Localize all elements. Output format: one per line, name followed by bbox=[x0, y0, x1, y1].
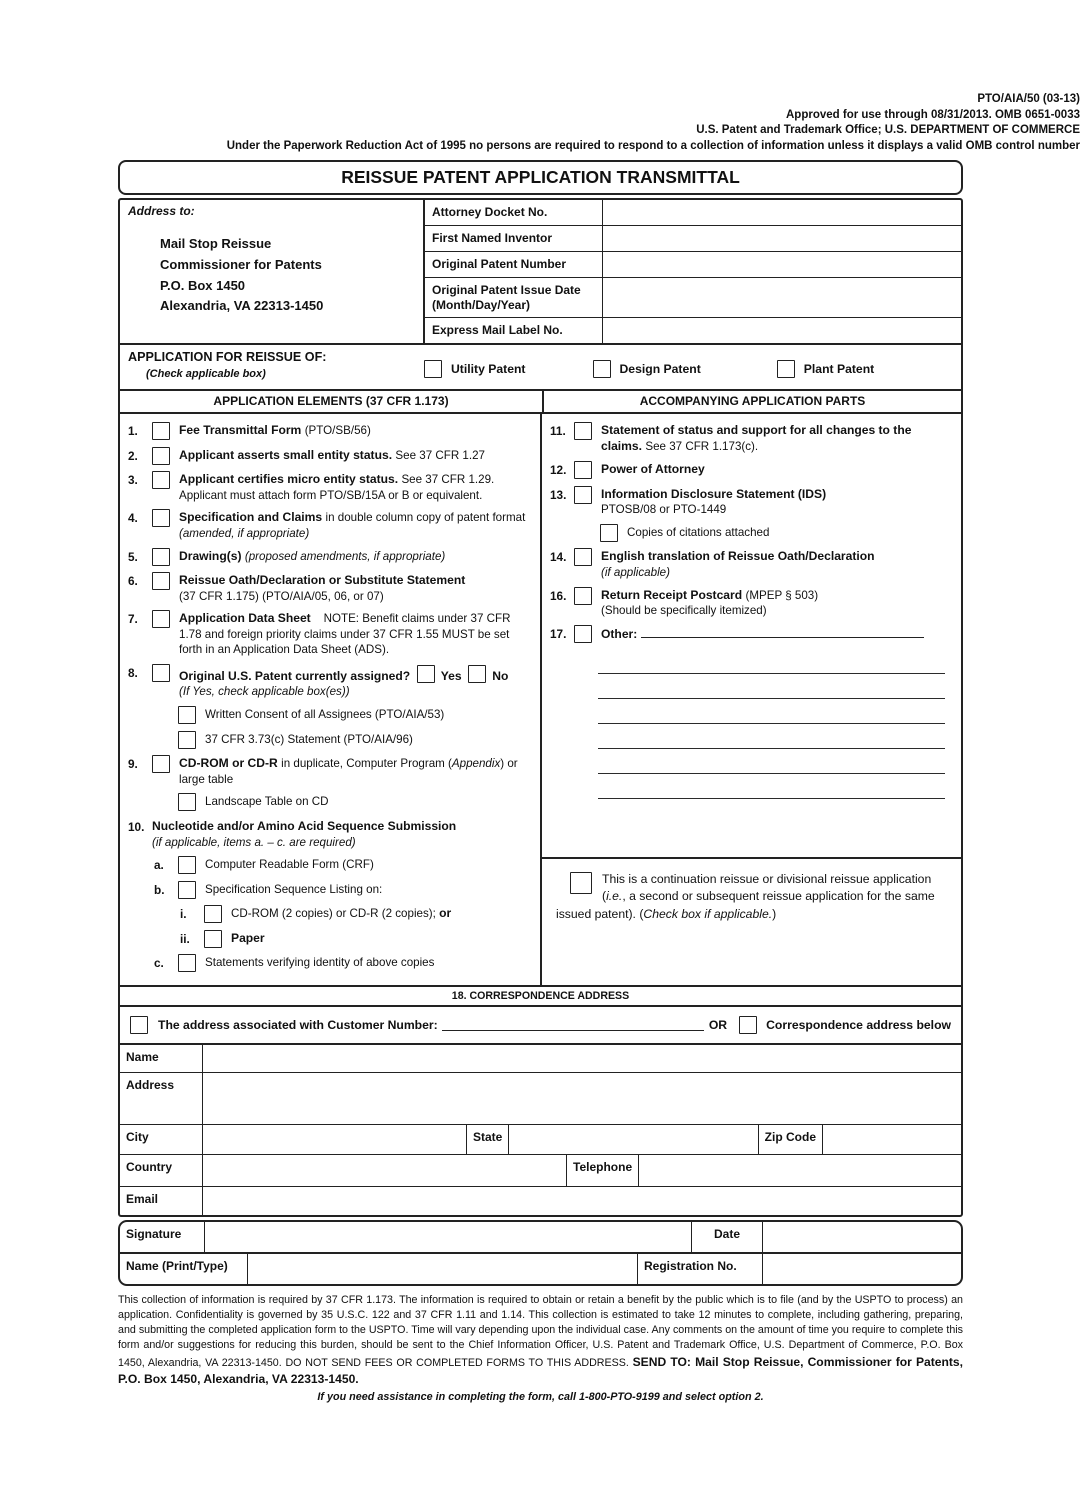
item-number: 8. bbox=[128, 665, 138, 680]
utility-patent-option bbox=[424, 360, 526, 378]
item-text bbox=[601, 461, 953, 478]
blank-line-input[interactable] bbox=[598, 649, 945, 674]
text-segment: Drawing(s) bbox=[179, 548, 245, 563]
text-segment: No bbox=[488, 668, 509, 683]
text-segment: English translation of Reissue Oath/Declaration bbox=[601, 549, 875, 564]
table-row bbox=[425, 278, 961, 318]
text-segment: i.e. bbox=[606, 889, 623, 904]
checklist-item bbox=[128, 447, 534, 465]
text-segment: Paper bbox=[231, 930, 265, 945]
checkbox[interactable] bbox=[468, 665, 486, 683]
item-number: 7. bbox=[128, 612, 138, 627]
item-text bbox=[601, 422, 953, 454]
or-label: OR bbox=[708, 1017, 728, 1032]
checkbox[interactable] bbox=[574, 548, 592, 566]
assistance-line: If you need assistance in completing the form, call 1-800-PTO-9199 and select option 2. bbox=[317, 1391, 764, 1404]
text-segment: See 37 CFR 1.29. bbox=[401, 473, 495, 487]
text-segment: Applicant must attach form PTO/SB/15A or B or equivalent. bbox=[179, 488, 483, 502]
text-segment: Yes bbox=[437, 668, 465, 683]
item-text bbox=[179, 572, 534, 604]
table-row bbox=[425, 318, 961, 343]
checklist-item bbox=[128, 422, 534, 440]
item-text bbox=[601, 486, 953, 518]
item-number: b. bbox=[154, 882, 165, 897]
blank-line-input[interactable] bbox=[598, 674, 945, 699]
telephone-input[interactable] bbox=[639, 1155, 961, 1186]
name-row bbox=[120, 1045, 961, 1073]
text-segment: See 37 CFR 1.173(c). bbox=[645, 439, 759, 453]
email-row bbox=[120, 1187, 961, 1215]
country-input[interactable] bbox=[203, 1155, 566, 1186]
checkbox[interactable] bbox=[574, 625, 592, 643]
text-segment: This is a continuation reissue or divisional reissue application ( bbox=[602, 871, 932, 904]
item-number bbox=[576, 524, 600, 526]
checklist-item bbox=[128, 548, 534, 566]
text-segment: Specification and Claims bbox=[179, 510, 326, 525]
checkbox[interactable] bbox=[204, 930, 222, 948]
text-segment: 37 CFR 3.73(c) Statement (PTO/AIA/96) bbox=[205, 732, 413, 746]
plant-patent-label: Plant Patent bbox=[803, 362, 875, 377]
item-text bbox=[179, 447, 534, 464]
reissue-type-options bbox=[416, 350, 953, 380]
item-number: c. bbox=[154, 956, 164, 971]
item-text bbox=[205, 706, 534, 722]
text-segment: See 37 CFR 1.27 bbox=[395, 448, 486, 462]
text-segment: ) or large table bbox=[179, 757, 518, 786]
checkbox[interactable] bbox=[178, 793, 196, 811]
item-text bbox=[205, 856, 534, 872]
checklist-item bbox=[154, 856, 534, 874]
original-patent-issue-date-label: Original Patent Issue Date (Month/Day/Year) bbox=[425, 278, 603, 317]
checklist-item bbox=[154, 731, 534, 749]
checklist-item bbox=[128, 610, 534, 657]
text-segment: Statements verifying identity of above copies bbox=[205, 956, 435, 970]
checklist-item bbox=[550, 548, 953, 580]
text-segment: Applicant certifies micro entity status. bbox=[179, 472, 402, 487]
item-number: 2. bbox=[128, 448, 138, 463]
checklist-item bbox=[154, 954, 534, 972]
checkbox[interactable] bbox=[574, 461, 592, 479]
checklist-item bbox=[128, 572, 534, 604]
checkbox[interactable] bbox=[574, 486, 592, 504]
original-patent-number-label: Original Patent Number bbox=[425, 252, 603, 277]
application-elements-header: APPLICATION ELEMENTS (37 CFR 1.173) bbox=[120, 391, 544, 412]
state-label: State bbox=[466, 1125, 509, 1154]
text-segment: This collection of information is required by 37 CFR 1.173. The information is required to obtain or retain a benefit by the public which is to file (and by the USPTO to process) an application. Confidentiality is governed by 35 U.S.C. 122 and 37 CFR 1.11 and 1.14. This collection is estimated to take 12 minutes to complete, including gathering, preparing, and submitting the completed application form to the USPTO. Time will vary depending upon the individual case. Any comments on the amount of time you require to complete this form and/or suggestions for reducing this burden, should be sent to the Chief Information Officer, U.S. Patent and Trademark Office, U.S. Department of Commerce, P.O. Box 1450, Alexandria, VA 22313-1450. DO NOT SEND FEES OR COMPLETED FORMS TO THIS ADDRESS. bbox=[118, 1293, 963, 1369]
item-text bbox=[205, 954, 534, 970]
text-segment: Statement of status and support for all changes to the claims. bbox=[601, 423, 912, 453]
text-segment: Other: bbox=[601, 626, 641, 641]
form-page bbox=[118, 160, 963, 1403]
city-input[interactable] bbox=[203, 1125, 466, 1154]
attorney-docket-input[interactable] bbox=[603, 200, 961, 225]
text-segment: (Should be specifically itemized) bbox=[601, 604, 767, 618]
text-segment: Nucleotide and/or Amino Acid Sequence Submission bbox=[152, 818, 457, 833]
text-segment: Reissue Oath/Declaration or Substitute Statement bbox=[179, 573, 466, 588]
checklist-item bbox=[154, 881, 534, 899]
checkbox[interactable] bbox=[178, 881, 196, 899]
text-segment: NOTE: Benefit claims under 37 CFR 1.78 and foreign priority claims under 37 CFR 1.55 MUST be set forth in an Application Data Sheet (ADS). bbox=[179, 612, 511, 657]
item-text bbox=[179, 610, 534, 657]
item-number: 9. bbox=[128, 757, 138, 772]
item-text bbox=[179, 471, 534, 503]
privacy-burden-statement bbox=[118, 1293, 963, 1389]
customer-number-label: The address associated with Customer Number: bbox=[158, 1017, 438, 1032]
item-text bbox=[627, 524, 953, 540]
blank-line-input[interactable] bbox=[598, 749, 945, 774]
registration-no-input[interactable] bbox=[763, 1254, 961, 1284]
address-to-label: Address to: bbox=[128, 204, 195, 219]
item-number: 6. bbox=[128, 574, 138, 589]
express-mail-label-no-label: Express Mail Label No. bbox=[425, 318, 603, 343]
text-segment: Fee Transmittal Form bbox=[179, 423, 305, 438]
blank-line-input[interactable] bbox=[641, 626, 924, 638]
text-segment: Written Consent of all Assignees (PTO/AIA/53) bbox=[205, 708, 445, 722]
item-text bbox=[601, 587, 953, 619]
continuation-reissue-text bbox=[556, 872, 935, 921]
reissue-of-heading-block bbox=[128, 350, 416, 380]
text-segment: (37 CFR 1.175) (PTO/AIA/05, 06, or 07) bbox=[179, 589, 384, 603]
application-elements-list bbox=[120, 414, 542, 985]
checkbox[interactable] bbox=[152, 572, 170, 590]
attorney-docket-label: Attorney Docket No. bbox=[425, 200, 603, 225]
item-number: 5. bbox=[128, 549, 138, 564]
text-segment: Return Receipt Postcard bbox=[601, 587, 746, 602]
first-named-inventor-input[interactable] bbox=[603, 226, 961, 251]
text-segment: SEND TO: Mail Stop Reissue, Commissioner for Patents, P.O. Box 1450, Alexandria, VA 22313-1450. bbox=[118, 1354, 963, 1387]
item-number: 14. bbox=[550, 550, 567, 565]
state-input[interactable] bbox=[509, 1125, 757, 1154]
checklist-item bbox=[128, 471, 534, 503]
item-text bbox=[152, 818, 534, 850]
text-segment: (PTO/SB/56) bbox=[304, 424, 371, 438]
correspondence-below-checkbox[interactable] bbox=[739, 1016, 757, 1034]
checklist-item bbox=[550, 486, 953, 518]
other-blank-lines bbox=[542, 649, 961, 799]
accompanying-parts-column bbox=[542, 414, 961, 985]
item-number: 4. bbox=[128, 511, 138, 526]
checklist-columns bbox=[120, 414, 961, 987]
checkbox[interactable] bbox=[178, 706, 196, 724]
date-input[interactable] bbox=[763, 1222, 961, 1252]
text-segment: Information Disclosure Statement (IDS) bbox=[601, 486, 827, 501]
item-text bbox=[231, 930, 534, 947]
text-segment: in duplicate, Computer Program ( bbox=[281, 757, 452, 771]
plant-patent-option bbox=[777, 360, 874, 378]
email-input[interactable] bbox=[203, 1187, 961, 1215]
item-text bbox=[205, 731, 534, 747]
item-number: 12. bbox=[550, 463, 567, 477]
item-text bbox=[179, 755, 534, 787]
checklist-item bbox=[576, 524, 953, 542]
registration-no-label: Registration No. bbox=[637, 1254, 763, 1284]
item-text bbox=[179, 422, 534, 439]
text-segment: , a second or subsequent reissue application for the same issued patent). ( bbox=[556, 889, 935, 921]
zip-code-label: Zip Code bbox=[758, 1125, 823, 1154]
text-segment: (amended, if appropriate) bbox=[179, 527, 310, 541]
text-segment: Copies of citations attached bbox=[627, 525, 770, 539]
name-input[interactable] bbox=[203, 1045, 961, 1072]
item-text bbox=[231, 905, 534, 922]
text-segment: ) bbox=[772, 906, 777, 921]
item-text bbox=[179, 664, 534, 700]
accompanying-parts-list bbox=[542, 422, 961, 649]
checkbox[interactable] bbox=[152, 755, 170, 773]
item-number: a. bbox=[154, 858, 164, 873]
city-state-zip-row bbox=[120, 1125, 961, 1155]
text-segment: CD-ROM (2 copies) or CD-R (2 copies); bbox=[231, 907, 440, 921]
address-row bbox=[120, 1073, 961, 1125]
item-number bbox=[154, 706, 178, 708]
address-input[interactable] bbox=[203, 1073, 961, 1124]
form-body bbox=[118, 198, 963, 1217]
text-segment: PTOSB/08 or PTO-1449 bbox=[601, 503, 727, 517]
blank-line-input[interactable] bbox=[598, 724, 945, 749]
text-segment: Check box if applicable. bbox=[643, 906, 773, 921]
customer-number-row bbox=[120, 1007, 961, 1045]
text-segment: Computer Readable Form (CRF) bbox=[205, 858, 374, 872]
checklist-item bbox=[550, 625, 953, 643]
item-number: 11. bbox=[550, 424, 566, 439]
checkbox[interactable] bbox=[600, 524, 618, 542]
address-info-row bbox=[120, 200, 961, 345]
checklist-item bbox=[128, 755, 534, 787]
checkbox[interactable] bbox=[574, 422, 592, 440]
text-segment: Appendix bbox=[451, 757, 501, 771]
checkbox[interactable] bbox=[152, 610, 170, 628]
text-segment: Landscape Table on CD bbox=[205, 795, 329, 809]
column-headers bbox=[120, 391, 961, 414]
text-segment: CD-ROM or CD-R bbox=[179, 756, 282, 771]
signature-input[interactable] bbox=[205, 1222, 691, 1252]
design-patent-label: Design Patent bbox=[619, 362, 701, 377]
address-line: Commissioner for Patents bbox=[160, 256, 322, 272]
checkbox[interactable] bbox=[152, 664, 170, 682]
utility-patent-label: Utility Patent bbox=[451, 362, 526, 377]
checkbox[interactable] bbox=[152, 509, 170, 527]
customer-number-checkbox[interactable] bbox=[130, 1016, 148, 1034]
approval-line: Approved for use through 08/31/2013. OMB 0651-0033 bbox=[786, 108, 1080, 121]
address-line: Mail Stop Reissue bbox=[160, 236, 272, 252]
name-label: Name bbox=[120, 1045, 203, 1072]
checkbox[interactable] bbox=[204, 905, 222, 923]
checklist-item bbox=[550, 461, 953, 479]
telephone-label: Telephone bbox=[566, 1155, 639, 1186]
name-registration-row bbox=[120, 1254, 961, 1284]
paperwork-act-line: Under the Paperwork Reduction Act of 1995 no persons are required to respond to a collection of information unless it displays a valid OMB control number bbox=[226, 139, 1080, 152]
text-segment: Specification Sequence Listing on: bbox=[205, 882, 383, 896]
text-segment: in double column copy of patent format bbox=[325, 511, 526, 525]
checklist-item bbox=[180, 905, 534, 923]
form-number: PTO/AIA/50 (03-13) bbox=[977, 93, 1080, 105]
item-number: 17. bbox=[550, 626, 567, 641]
text-segment: (if applicable) bbox=[601, 566, 670, 579]
plant-patent-checkbox[interactable] bbox=[777, 360, 795, 378]
checklist-item bbox=[154, 793, 534, 811]
item-text bbox=[179, 548, 534, 565]
country-telephone-row bbox=[120, 1155, 961, 1187]
blank-line-input[interactable] bbox=[598, 774, 945, 799]
checkbox[interactable] bbox=[178, 856, 196, 874]
original-patent-issue-date-input[interactable] bbox=[603, 278, 961, 317]
table-row bbox=[425, 226, 961, 252]
item-text bbox=[179, 509, 534, 541]
signature-label: Signature bbox=[120, 1222, 205, 1252]
item-number: 16. bbox=[550, 588, 567, 603]
checklist-item bbox=[128, 664, 534, 700]
signature-row bbox=[120, 1222, 961, 1254]
design-patent-option bbox=[593, 360, 701, 378]
document-header bbox=[118, 92, 1080, 154]
item-number: 3. bbox=[128, 473, 138, 488]
item-number bbox=[154, 793, 178, 795]
page-title: REISSUE PATENT APPLICATION TRANSMITTAL bbox=[118, 160, 963, 195]
checklist-item bbox=[128, 509, 534, 541]
original-patent-number-input[interactable] bbox=[603, 252, 961, 277]
item-number: 13. bbox=[550, 487, 567, 502]
mailing-address bbox=[160, 234, 415, 317]
item-number: 10. bbox=[128, 819, 145, 834]
reissue-of-heading: APPLICATION FOR REISSUE OF: bbox=[128, 350, 327, 365]
text-segment: Original U.S. Patent currently assigned? bbox=[179, 668, 414, 683]
text-segment: (proposed amendments, if appropriate) bbox=[244, 549, 446, 563]
checkbox[interactable] bbox=[152, 447, 170, 465]
text-segment: (if applicable, items a. – c. are required) bbox=[152, 835, 356, 849]
design-patent-checkbox[interactable] bbox=[593, 360, 611, 378]
item-text bbox=[601, 548, 953, 580]
item-text bbox=[601, 625, 953, 643]
checklist-item bbox=[550, 422, 953, 454]
checkbox[interactable] bbox=[152, 422, 170, 440]
zip-code-input[interactable] bbox=[823, 1125, 961, 1154]
agency-line: U.S. Patent and Trademark Office; U.S. DEPARTMENT OF COMMERCE bbox=[696, 124, 1080, 137]
continuation-reissue-box bbox=[542, 857, 961, 985]
correspondence-address-header: 18. CORRESPONDENCE ADDRESS bbox=[120, 987, 961, 1007]
table-row bbox=[425, 252, 961, 278]
table-row bbox=[425, 200, 961, 226]
city-label: City bbox=[120, 1125, 203, 1154]
info-fields-table bbox=[425, 200, 961, 343]
item-number: i. bbox=[180, 907, 187, 922]
blank-line-input[interactable] bbox=[598, 699, 945, 724]
date-label: Date bbox=[691, 1222, 763, 1252]
check-applicable-box-note: (Check applicable box) bbox=[146, 368, 266, 381]
checkbox[interactable] bbox=[178, 954, 196, 972]
item-number: 1. bbox=[128, 424, 138, 439]
reissue-of-section bbox=[120, 345, 961, 391]
item-number: ii. bbox=[180, 931, 190, 946]
name-print-type-input[interactable] bbox=[248, 1254, 637, 1284]
express-mail-label-no-input[interactable] bbox=[603, 318, 961, 343]
accompanying-parts-header: ACCOMPANYING APPLICATION PARTS bbox=[639, 394, 866, 409]
correspondence-below-label: Correspondence address below bbox=[766, 1017, 951, 1032]
checkbox[interactable] bbox=[152, 548, 170, 566]
customer-number-input[interactable] bbox=[442, 1019, 704, 1031]
checklist-item bbox=[128, 818, 534, 850]
item-text bbox=[205, 881, 534, 897]
utility-patent-checkbox[interactable] bbox=[424, 360, 442, 378]
email-label: Email bbox=[120, 1187, 203, 1215]
item-number bbox=[154, 731, 178, 733]
continuation-reissue-checkbox[interactable] bbox=[570, 872, 592, 894]
signature-block bbox=[118, 1220, 963, 1286]
address-line: Alexandria, VA 22313-1450 bbox=[160, 298, 324, 314]
text-segment: Power of Attorney bbox=[601, 462, 705, 476]
first-named-inventor-label: First Named Inventor bbox=[425, 226, 603, 251]
address-label: Address bbox=[120, 1073, 203, 1124]
checkbox[interactable] bbox=[152, 471, 170, 489]
checklist-item bbox=[550, 587, 953, 619]
checkbox[interactable] bbox=[178, 731, 196, 749]
name-print-type-label: Name (Print/Type) bbox=[120, 1254, 248, 1284]
item-text bbox=[205, 793, 534, 809]
country-label: Country bbox=[120, 1155, 203, 1186]
checklist-item bbox=[180, 930, 534, 948]
text-segment: (If Yes, check applicable box(es)) bbox=[179, 685, 350, 699]
checkbox[interactable] bbox=[574, 587, 592, 605]
text-segment: Applicant asserts small entity status. bbox=[179, 447, 396, 462]
text-segment: Application Data Sheet bbox=[179, 611, 311, 626]
text-segment: or bbox=[439, 906, 452, 921]
text-segment: (MPEP § 503) bbox=[745, 588, 819, 602]
checkbox[interactable] bbox=[417, 665, 435, 683]
address-line: P.O. Box 1450 bbox=[160, 277, 246, 293]
checklist-item bbox=[154, 706, 534, 724]
address-to-cell bbox=[120, 200, 425, 343]
